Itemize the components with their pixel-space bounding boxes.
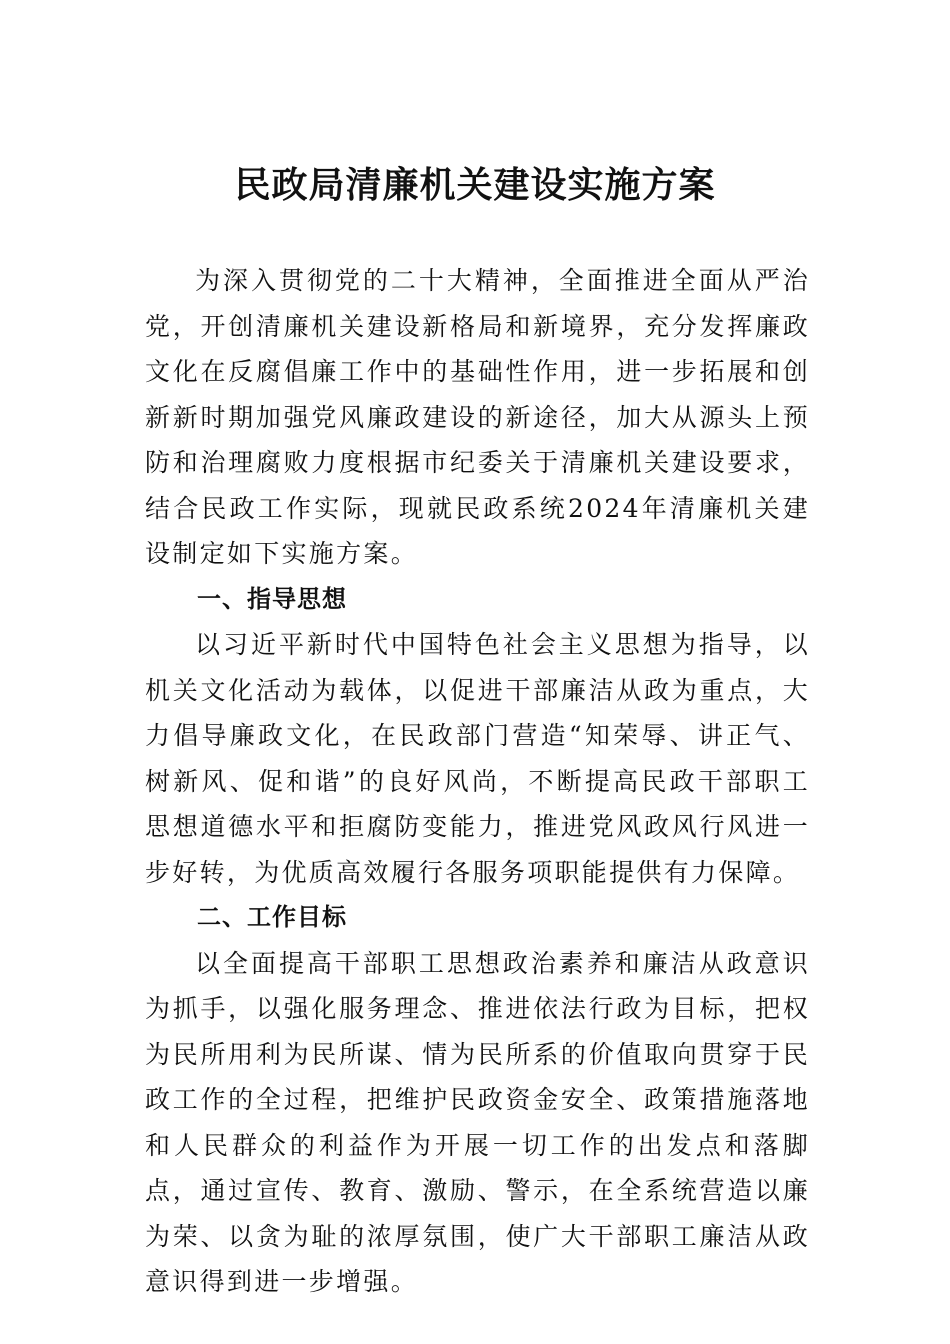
section-heading-guiding-ideology: 一、指导思想: [197, 584, 347, 613]
intro-paragraph: 为深入贯彻党的二十大精神，全面推进全面从严治党，开创清廉机关建设新格局和新境界，充分发挥廉政文化在反腐倡廉工作中的基础性作用，进一步拓展和创新新时期加强党风廉政建设的新途径，加大从源头上预防和治理腐败力度根据市纪委关于清廉机关建设要求，结合民政工作实际，现就民政系统2024年清廉机关建设制定如下实施方案。: [145, 266, 810, 568]
section-paragraph-guiding-ideology: 以习近平新时代中国特色社会主义思想为指导，以机关文化活动为载体，以促进干部廉洁从政为重点，大力倡导廉政文化，在民政部门营造“知荣辱、讲正气、树新风、促和谐”的良好风尚，不断提高民政干部职工思想道德水平和拒腐防变能力，推进党风政风行风进一步好转，为优质高效履行各服务项职能提供有力保障。: [145, 630, 810, 887]
section-heading-work-goals: 二、工作目标: [197, 903, 347, 931]
document-body: [145, 258, 810, 1305]
document-title: 民政局清廉机关建设实施方案: [234, 164, 716, 206]
section-paragraph-work-goals: 以全面提高干部职工思想政治素养和廉洁从政意识为抓手，以强化服务理念、推进依法行政为目标，把权为民所用利为民所谋、情为民所系的价值取向贯穿于民政工作的全过程，把维护民政资金安全、政策措施落地和人民群众的利益作为开展一切工作的出发点和落脚点，通过宣传、教育、激励、警示，在全系统营造以廉为荣、以贪为耻的浓厚氛围，使广大干部职工廉洁从政意识得到进一步增强。: [145, 948, 810, 1296]
